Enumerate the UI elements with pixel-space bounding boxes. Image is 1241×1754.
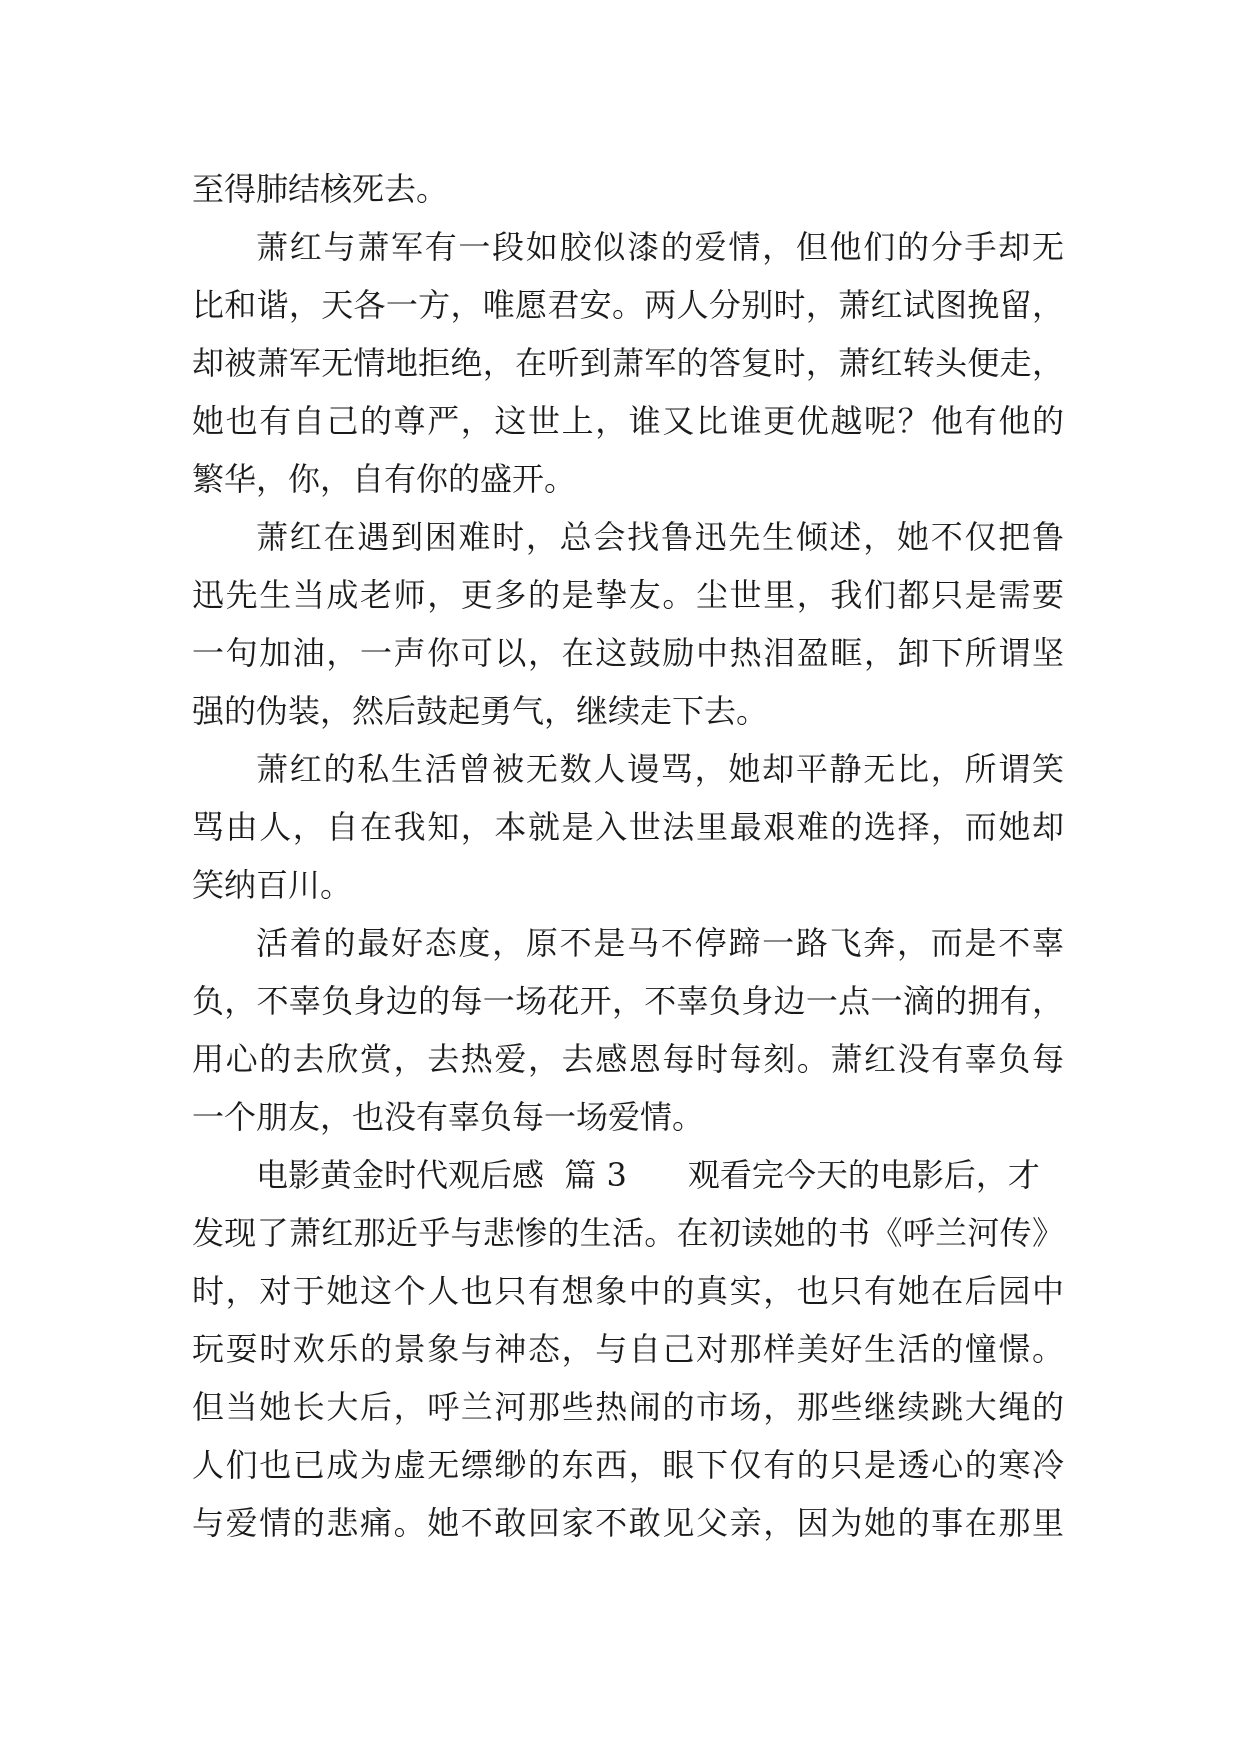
text-line: 她也有自己的尊严，这世上，谁又比谁更优越呢？他有他的 bbox=[192, 402, 1064, 440]
text-line: 发现了萧红那近乎与悲惨的生活。在初读她的书《呼兰河传》 bbox=[192, 1214, 1064, 1252]
text-line: 却被萧军无情地拒绝，在听到萧军的答复时，萧红转头便走， bbox=[192, 344, 1064, 382]
text-line: 一个朋友，也没有辜负每一场爱情。 bbox=[192, 1098, 705, 1136]
text-line: 一句加油，一声你可以，在这鼓励中热泪盈眶，卸下所谓坚 bbox=[192, 634, 1064, 672]
text-line: 活着的最好态度，原不是马不停蹄一路飞奔，而是不辜 bbox=[256, 924, 1064, 962]
text-line: 时，对于她这个人也只有想象中的真实，也只有她在后园中 bbox=[192, 1272, 1064, 1310]
text-line: 玩耍时欢乐的景象与神态，与自己对那样美好生活的憧憬。 bbox=[192, 1330, 1064, 1368]
text-line: 比和谐，天各一方，唯愿君安。两人分别时，萧红试图挽留， bbox=[192, 286, 1064, 324]
text-line: 笑纳百川。 bbox=[192, 866, 353, 904]
text-line: 强的伪装，然后鼓起勇气，继续走下去。 bbox=[192, 692, 769, 730]
section-heading-line: 电影黄金时代观后感 篇 3 观看完今天的电影后，才 bbox=[256, 1156, 1040, 1194]
text-line: 繁华，你，自有你的盛开。 bbox=[192, 460, 577, 498]
text-line: 与爱情的悲痛。她不敢回家不敢见父亲，因为她的事在那里 bbox=[192, 1504, 1064, 1542]
text-line: 人们也已成为虚无缥缈的东西，眼下仅有的只是透心的寒冷 bbox=[192, 1446, 1064, 1484]
text-line: 萧红与萧军有一段如胶似漆的爱情，但他们的分手却无 bbox=[256, 228, 1064, 266]
text-line: 萧红的私生活曾被无数人谩骂，她却平静无比，所谓笑 bbox=[256, 750, 1064, 788]
text-line: 骂由人，自在我知，本就是入世法里最艰难的选择，而她却 bbox=[192, 808, 1064, 846]
text-line: 至得肺结核死去。 bbox=[192, 170, 449, 208]
text-line: 用心的去欣赏，去热爱，去感恩每时每刻。萧红没有辜负每 bbox=[192, 1040, 1064, 1078]
text-line: 但当她长大后，呼兰河那些热闹的市场，那些继续跳大绳的 bbox=[192, 1388, 1064, 1426]
text-line: 萧红在遇到困难时，总会找鲁迅先生倾述，她不仅把鲁 bbox=[256, 518, 1064, 556]
text-line: 负，不辜负身边的每一场花开，不辜负身边一点一滴的拥有， bbox=[192, 982, 1064, 1020]
text-line: 迅先生当成老师，更多的是挚友。尘世里，我们都只是需要 bbox=[192, 576, 1064, 614]
